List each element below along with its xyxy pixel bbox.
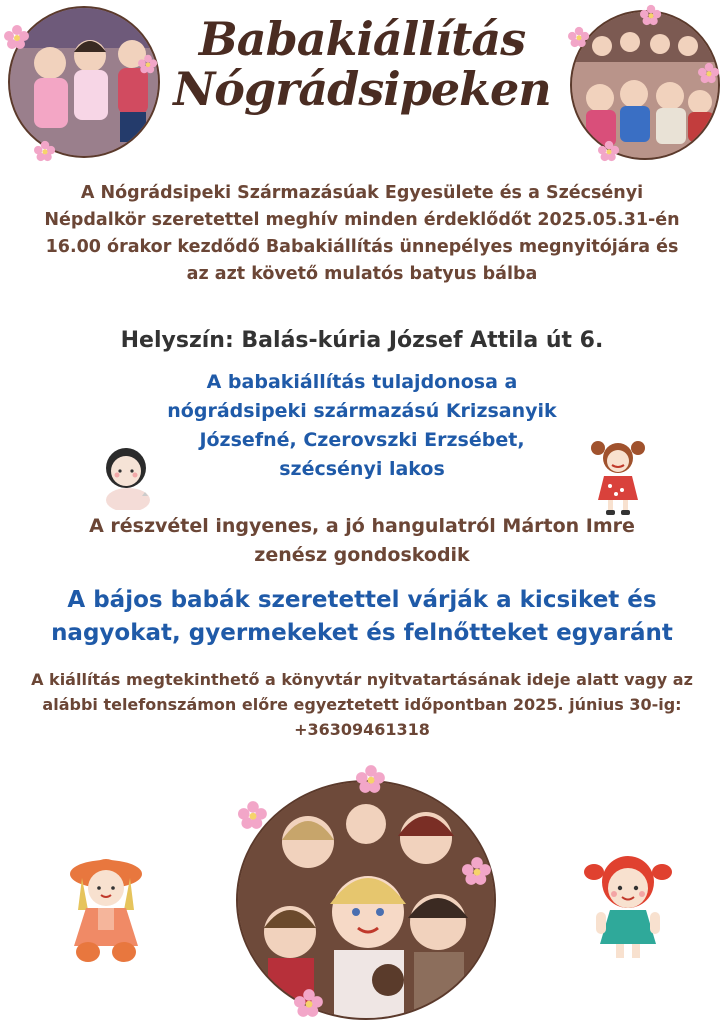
owner-text: A babakiállítás tulajdonosa a nógrádsipeki származású Krizsanyik Józsefné, Czerovszki Erzsébet, szécsényi lakos — [167, 371, 557, 480]
doll-photo-top-right — [570, 10, 720, 160]
flower-decoration — [294, 988, 324, 1018]
doll-photo-bottom — [236, 780, 496, 1020]
poster-title — [150, 14, 574, 114]
doll-illustration-bottom-left — [58, 848, 154, 964]
doll-photo-top-left — [8, 6, 160, 158]
flower-decoration — [462, 856, 492, 886]
flower-decoration — [640, 4, 662, 26]
flower-decoration — [4, 24, 30, 50]
doll-illustration-bottom-right — [582, 850, 674, 960]
flower-decoration — [698, 62, 720, 84]
welcome-text: A bájos babák szeretettel várják a kicsiket és nagyokat, gyermekeket és felnőtteket egyaránt — [51, 587, 673, 646]
doll-illustration-left — [98, 440, 164, 510]
flower-decoration — [34, 140, 56, 162]
invitation-text: A Nógrádsipeki Származásúak Egyesülete és a Szécsényi Népdalkör szeretettel meghív minden érdeklődőt 2025.05.31-én 16.00 órakor kezdődő Babakiállítás ünnepélyes megnyitójára és az azt követő mulatós batyus bálba — [44, 183, 680, 284]
flower-decoration — [598, 140, 620, 162]
visit-info-text: A kiállítás megtekinthető a könyvtár nyitvatartásának ideje alatt vagy az alábbi telefonszámon előre egyeztetett időpontban 2025. június 30-ig: +36309461318 — [0, 667, 724, 742]
venue-text: Helyszín: Balás-kúria József Attila út 6. — [120, 328, 604, 353]
flower-decoration — [238, 800, 268, 830]
phone-number: +36309461318 — [294, 720, 430, 739]
doll-illustration-right — [586, 436, 650, 516]
title-line-2: Nógrádsipeken — [173, 62, 551, 116]
flower-decoration — [356, 764, 386, 794]
title-line-1: Babakiállítás — [198, 12, 526, 66]
participation-text: A részvétel ingyenes, a jó hangulatról Márton Imre zenész gondoskodik — [89, 515, 635, 566]
